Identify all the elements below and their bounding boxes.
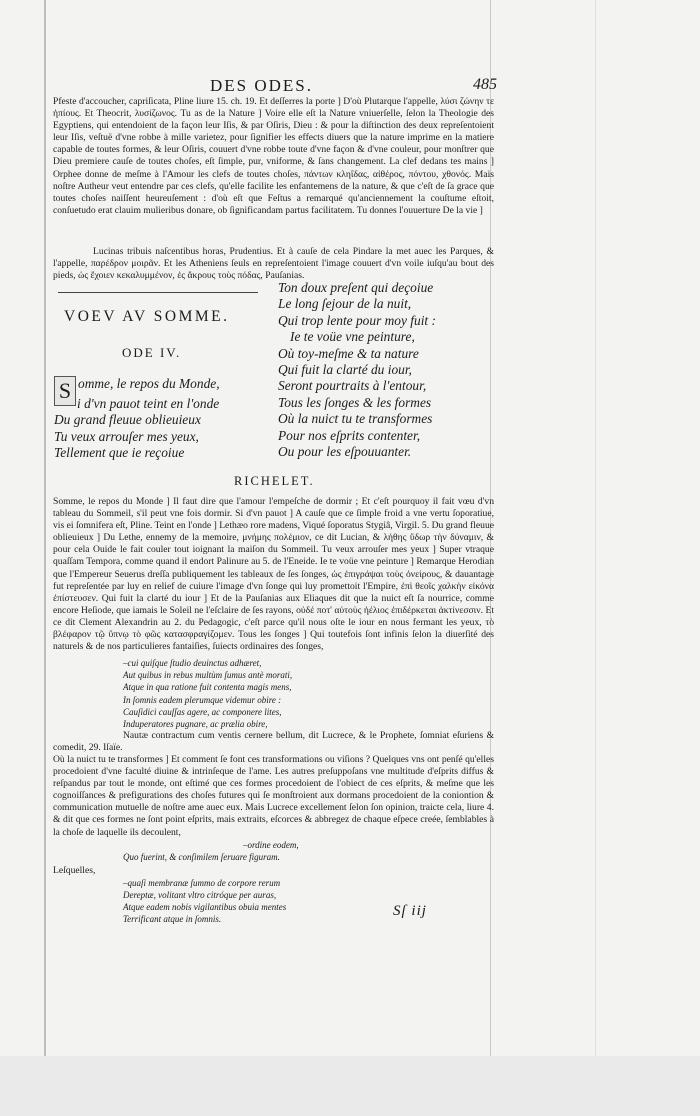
page-fold-line-faint	[595, 0, 596, 1116]
quote-line: Atque in qua ratione fuit contenta magis mens,	[123, 682, 292, 693]
page-bottom-band	[0, 1056, 700, 1116]
verse-line: Où toy-meſme & ta nature	[278, 345, 419, 361]
quote-line: Aut quibus in rebus multùm ſumus antè morati,	[123, 670, 293, 681]
top-notes	[53, 96, 494, 217]
quote-line: Dereptæ, volitant vltro citróque per auras,	[123, 890, 277, 900]
verse-column-left	[54, 376, 220, 462]
verse-line: Le long ſejour de la nuit,	[278, 296, 412, 312]
quote-line: Quo fuerint, & conſimilem ſeruare figuram.	[123, 851, 280, 862]
quote-line: Atque eadem nobis vigilantibus obuia mentes	[123, 902, 287, 913]
note-paragraph: Lucinas tribuis naſcentibus horas, Prudentius. Et à cauſe de cela Pindare la met auec les Parques, & l'appelle, παρέδρον μοιρᾶν. Et les Atheniens ſeuls en repreſentoient l'image couuert d'vn voile iuſqu'au bout des pieds, ὡς ἔχοιεν κεκαλυμμένον, ἐς ἄκρους τοὺς πόδας, Pauſanias.	[53, 246, 494, 282]
page-binding-edge	[44, 0, 46, 1116]
verse-line: Du grand fleuue oblieuieux	[54, 412, 201, 428]
quote-line: –quaſi membranæ ſummo de corpore rerum	[123, 877, 281, 888]
verse-line: Seront pourtraits à l'entour,	[278, 378, 427, 394]
ode-title: VOEV AV SOMME.	[64, 308, 230, 325]
quote-line: –cui quiſque ſtudio deuinctus adhæret,	[123, 658, 262, 669]
page-number: 485	[473, 76, 497, 93]
lesquelles-line: Leſquelles,	[53, 864, 96, 876]
commentator-heading: RICHELET.	[234, 474, 315, 488]
verse-line: Tous les ſonges & les formes	[278, 394, 432, 410]
verse-line: Pour nos eſprits contenter,	[278, 427, 421, 443]
quote-line: Induperatores pugnare, ac prælia obire,	[123, 718, 268, 729]
verse-line: Ie te voüe vne peinture,	[290, 329, 415, 345]
quote-line: In ſomnis eadem plerumque videmur obire :	[123, 694, 282, 705]
top-notes-continued	[53, 246, 494, 282]
quote-line: Terrificant atque in ſomnis.	[123, 914, 222, 925]
running-title: DES ODES.	[210, 76, 314, 95]
quote-line: Nautæ contractum cum ventis cernere bellum, dit Lucrece, & le Prophete, ſomniat eſuriens & comedit, 29. Iſaïe.	[53, 729, 494, 753]
verse-line: Qui fuit la clarté du iour,	[278, 362, 412, 378]
drop-cap: S	[54, 376, 76, 406]
ode-number: ODE IV.	[122, 345, 182, 360]
verse-line: Tu veux arrouſer mes yeux,	[54, 428, 199, 444]
quote-line: –ordine eodem,	[243, 839, 299, 850]
commentary-paragraph: Où la nuict tu te transformes ] Et comment ſe font ces transformations ou viſions ? Quelques vns ont penſé qu'elles procedoient d'vne faculté diuine & intrinſeque de l'ame. Les autres preſuppoſans vne multitude d'eſprits diffus & reſpandus par tout le monde, ont eſtimé que ces formes procedoient de l'obiect de ces eſprits, & meſme que les cognoiſſances & prefigurations des choſes futures qui ſe monſtroient aux dormans procedoient de la coniontion & communication mutuelle de noſtre ame auec eux. Mais Lucrece excellement ſelon ſon opinion, traicte cela, liure 4. & dit que ces formes ne ſont point eſprits, mais extraits, eſcorces & abbregez de chaque eſpece creée, ſemblables à la choſe de laquelle ils decoulent,	[53, 753, 494, 838]
verse-column-right	[278, 280, 436, 460]
signature-mark: Sſ iij	[393, 903, 427, 919]
verse-line: Où la nuict tu te transformes	[278, 411, 433, 427]
note-paragraph: Pfeste d'accoucher, capriſicata, Pline liure 15. ch. 19. Et deſſerres la porte ] D'où Plutarque l'appelle, λύσι ζώνην τε ἠπίους. Et Theocrit, λυσίζωνος. Tu as de la Nature ] Voire elle eſt la Nature vniuerſelle, ſelon la Theologie des Egyptiens, qui entendoient de la façon leur Iſis, & par Oſiris, Dieu : & pour la diſtinction des deux repreſentoient leur Iſis, veſtuë d'vne robbe à mille varietez, pour ſignifier les effects diuers que la nature imprime en la matiere capable de toutes formes, & leur Oſiris, couuert d'vne robbe toute d'vne façon & d'vne couleur, pour monſtrer que Dieu premiere cauſe de toutes choſes, eſt ſimple, pur, vniforme, & ſans changement. La clef dedans tes mains ] Orphee donne de meſme à l'Amour les clefs de toutes choſes, πάντων κληΐδας, αἰθέρος, πόντου, χθονός. Mais noſtre Autheur veut entendre par ces clefs, qu'elle facilite les enfantemens de la nature, & que c'eſt de ſa grace que toutes choſes naiſſent heureuſement : d'où eſt que Feſtus a remarqué qu'anciennement la couſtume eſtoit, conſuetudo erat clauim mulieribus donare, ob ſignificandam partus facilitatem. Tu donnes l'ouuerture De la vie ]	[53, 96, 494, 216]
verse-line: Qui trop lente pour moy fuit :	[278, 312, 436, 328]
quote-line: Cauſidici cauſſas agere, ac componere lites,	[123, 706, 282, 717]
commentary	[53, 496, 494, 925]
verse-line: Ou pour les eſpouuanter.	[278, 444, 412, 460]
verse-line: i d'vn pauot teint en l'onde	[77, 396, 220, 411]
commentary-paragraph: Somme, le repos du Monde ] Il faut dire que l'amour l'empeſche de dormir ; Et c'eſt pourquoy il fait vœu d'vn tableau du Sommeil, s'il peut vne fois dormir. Si d'vn pauot ] A cauſe que ce ſimple froid a vne vertu ſoporatiue, vis ei ſomnifera eſt, Pline. Teint en l'onde ] Lethæo rore madens, Viqué ſoporatus Stygiâ, Virgil. 5. Du grand fleuue oblieuieux ] Du Lethe, ennemy de la memoire, μνήμης πολέμιον, ce dit Lucian, & λήθης ὕδωρ τὴν δύναμιν, & pour cela Ouide le fait couler tout ioignant la maiſon du Sommeil. Tu veux arrouſer mes yeux ] Super vtraque quaſſam Tempora, comme quand il endort Palinure au 5. de l'Eneide. Ie te voüe vne peinture ] Remarque Herodian que l'Empereur Seuerus dreſſa publiquement les tableaux de ſes ſonges, ὡς ἐπιγράψαι τοὺς ὀνείρους, & dauantage fut repreſentée par luy en relief de cuiure l'image d'vn ſonge qui luy promettoit l'Empire, ἐπὶ θεοῖς χαλκὴν εἰκόνα ἐπίστευσεν. Qui fuit la clarté du iour ] Et de la Pauſanias aux Eliaques dit que la nuict eſt ſa nourrice, comme encore Heſiode, que iamais le Soleil ne l'eſclaire de ſes rayons, οὐδέ ποτ' αὐτοὺς ἠέλιος ἐπιδέρκεται ἀκτίνεσσιν. Et ce dit Clement Alexandrin au 2. du Pedagogic, c'eſt parce qu'il nous oſte le iour en nous fermant les yeux, τὸ βλέφαρον τῷ ὕπνῳ τὸ φῶς κατασφραγίζομεν. Tous les ſonges ] Qui toutefois ſont infinis ſelon la diuerſité des naturels & de nos particulieres fantaiſies, ſuiects ordinaires des ſonges,	[53, 496, 494, 653]
verse-line: S omme, le repos du Monde,	[54, 376, 220, 404]
section-rule	[58, 292, 258, 293]
verse-line: Ton doux preſent qui deçoiue	[278, 280, 434, 295]
verse-line: Tellement que ie reçoiue	[54, 445, 185, 461]
